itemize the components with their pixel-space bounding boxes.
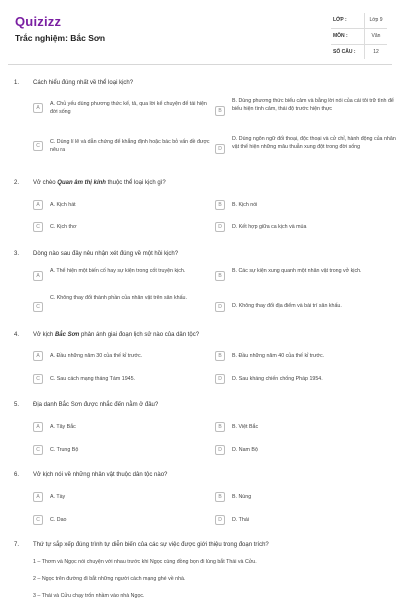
- sequence-item: 2 – Ngọc trên đường đi bắt những người cách mạng ghé về nhà.: [33, 576, 186, 582]
- option-text: B. Việt Bắc: [232, 423, 259, 430]
- work-title: Quan âm thị kính: [57, 180, 106, 186]
- option-text: C. Sau cách mạng tháng Tám 1945.: [50, 375, 135, 382]
- meta-row-count: [331, 45, 387, 61]
- question-text: Cách hiểu đúng nhất về thể loại kịch?: [33, 80, 134, 86]
- option-letter-box: C: [33, 374, 43, 384]
- meta-row-grade: [331, 13, 387, 29]
- option-letter-box: B: [215, 351, 225, 361]
- quizizz-logo: Quizizz: [15, 14, 62, 29]
- option-letter-box: A: [33, 351, 43, 361]
- option-text: B. Các sự kiện xung quanh một nhân vật trong vở kịch.: [232, 268, 362, 274]
- question-text: [33, 180, 166, 186]
- option-text: A. Đầu những năm 30 của thế kỉ trước.: [50, 352, 143, 359]
- option-letter-box: B: [215, 492, 225, 502]
- option-text: C. Dao: [50, 516, 67, 523]
- option-letter-box: B: [215, 200, 225, 210]
- question-text: Địa danh Bắc Sơn được nhắc đến nằm ở đâu?: [33, 402, 159, 408]
- option-text: A. Chủ yếu dùng phương thức kể, tả, qua lời kể chuyện để tái hiện đời sống: [50, 101, 207, 115]
- header-divider: [8, 64, 392, 65]
- option-text: C. Không thay đổi thành phần của nhân vật trên sân khấu.: [50, 295, 187, 301]
- meta-value: 12: [373, 49, 379, 55]
- sequence-item: 3 – Thái và Cửu chạy trốn nhầm vào nhà Ngọc.: [33, 593, 145, 599]
- meta-row-subject: [331, 29, 387, 45]
- question-number: 4.: [14, 332, 20, 338]
- option-text: A. Kịch hát: [50, 201, 76, 208]
- option-text: D. Kết hợp giữa ca kịch và múa: [232, 223, 307, 230]
- option-text: B. Kịch nói: [232, 201, 258, 208]
- option-text: B. Đầu những năm 40 của thế kỉ trước.: [232, 352, 325, 359]
- option-letter-box: C: [33, 445, 43, 455]
- question-text: [33, 332, 199, 338]
- meta-table: [331, 13, 387, 61]
- option-letter-box: D: [215, 144, 225, 154]
- option-text: C. Kịch thơ: [50, 223, 77, 230]
- question-number: 2.: [14, 180, 20, 186]
- option-text: B. Nùng: [232, 493, 252, 500]
- option-letter-box: A: [33, 271, 43, 281]
- option-text: A. Tây Bắc: [50, 423, 76, 430]
- question-number: 7.: [14, 542, 20, 548]
- option-text: D. Sau kháng chiến chống Pháp 1954.: [232, 375, 323, 382]
- option-text: D. Thái: [232, 516, 249, 523]
- option-letter-box: D: [215, 374, 225, 384]
- meta-label: SỐ CÂU :: [333, 49, 356, 55]
- option-letter-box: A: [33, 103, 43, 113]
- option-letter-box: C: [33, 302, 43, 312]
- option-letter-box: D: [215, 222, 225, 232]
- work-title: Bắc Sơn: [54, 332, 80, 338]
- option-text: A. Tày: [50, 493, 66, 500]
- option-letter-box: A: [33, 200, 43, 210]
- page-title: Trắc nghiệm: Bắc Sơn: [15, 33, 106, 43]
- option-letter-box: B: [215, 271, 225, 281]
- meta-divider: [364, 13, 365, 59]
- option-text: D. Nam Bộ: [232, 446, 258, 453]
- option-text: A. Thể hiện một biến cố hay sự kiện trong cốt truyện kịch.: [50, 268, 186, 274]
- option-letter-box: C: [33, 515, 43, 525]
- question-text: Vở kịch nói về những nhân vật thuộc dân tộc nào?: [33, 472, 168, 478]
- question-text-part: phản ánh giai đoạn lịch sử nào của dân tộc?: [79, 332, 200, 338]
- option-letter-box: D: [215, 515, 225, 525]
- option-letter-box: A: [33, 492, 43, 502]
- sequence-item: 1 – Thơm và Ngọc nói chuyện với nhau trước khi Ngọc cùng đồng bọn đi lùng bắt Thái và Cửu.: [33, 559, 257, 565]
- question-text: Dòng nào sau đây nêu nhận xét đúng về một hồi kịch?: [33, 251, 179, 257]
- option-letter-box: B: [215, 422, 225, 432]
- option-text: D. Không thay đổi địa điểm và bài trí sân khấu.: [232, 303, 342, 309]
- option-text: B. Dùng phương thức biểu cảm và bằng lời nói của cái tôi trữ tình để biểu hiện tình cảm, thái độ trước hiện thực: [232, 98, 394, 112]
- meta-label: LỚP :: [333, 17, 347, 23]
- option-letter-box: D: [215, 445, 225, 455]
- question-text-part: Vở kịch: [33, 332, 55, 338]
- option-letter-box: D: [215, 302, 225, 312]
- question-text-part: Vở chèo: [33, 180, 58, 186]
- option-letter-box: C: [33, 222, 43, 232]
- question-number: 3.: [14, 251, 20, 257]
- question-number: 1.: [14, 80, 20, 86]
- option-text: C. Dùng lí lẽ và dẫn chứng để khẳng định hoặc bác bỏ vấn đề được nêu ra: [50, 139, 210, 153]
- option-text: D. Dùng ngôn ngữ đối thoại, độc thoại và cử chỉ, hành động của nhân vật thể hiện những mâu thuẫn xung đột trong đời sống: [232, 136, 396, 150]
- question-number: 5.: [14, 402, 20, 408]
- meta-value: Lớp 9: [369, 17, 383, 23]
- meta-label: MÔN :: [333, 33, 348, 39]
- meta-value: Văn: [371, 33, 381, 39]
- option-letter-box: B: [215, 106, 225, 116]
- question-text-part: thuộc thể loại kịch gì?: [105, 180, 166, 186]
- question-text: Thứ tự sắp xếp đúng trình tự diễn biến của các sự việc được giới thiệu trong đoạn trích?: [33, 542, 269, 548]
- option-letter-box: A: [33, 422, 43, 432]
- question-number: 6.: [14, 472, 20, 478]
- option-letter-box: C: [33, 141, 43, 151]
- option-text: C. Trung Bộ: [50, 446, 79, 453]
